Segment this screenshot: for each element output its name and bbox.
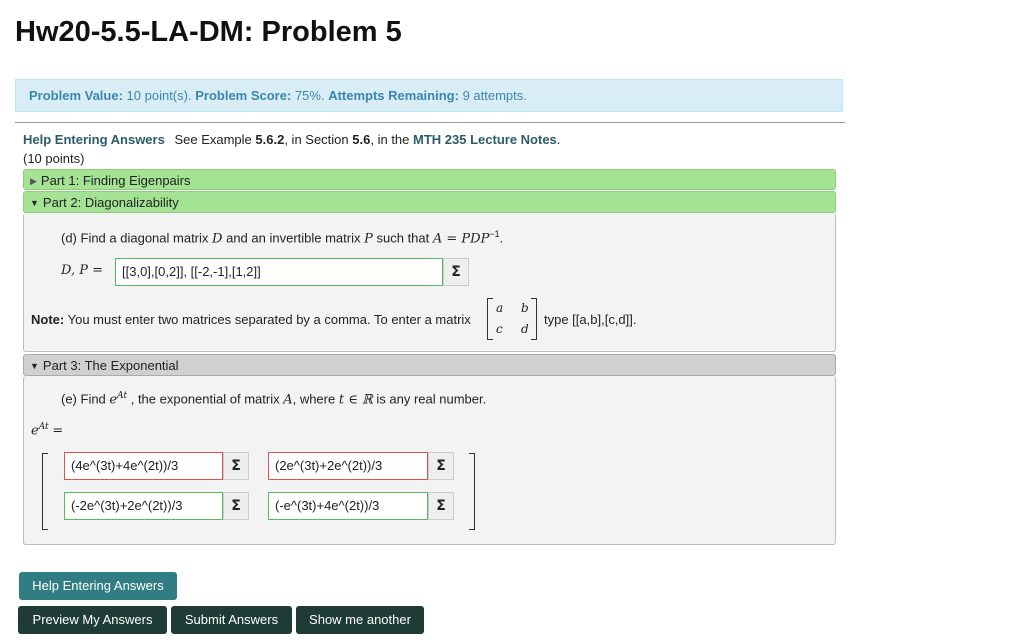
exp-cell-11-input[interactable]: (4e^(3t)+4e^(2t))/3 [64, 452, 223, 480]
help-entering-answers-button[interactable]: Help Entering Answers [19, 572, 177, 600]
dp-answer-input[interactable]: [[3,0],[0,2]], [[-2,-1],[1,2]] [115, 258, 443, 286]
part-3-label: Part 3: The Exponential [42, 358, 179, 373]
divider [15, 122, 845, 123]
exp-cell-21-input[interactable]: (-2e^(3t)+2e^(2t))/3 [64, 492, 223, 520]
attempts-text: 9 attempts. [462, 88, 527, 103]
exp-lhs: $e^{At}$ = [31, 422, 64, 439]
exp-left-bracket [42, 453, 48, 530]
part-2-label: Part 2: Diagonalizability [42, 195, 179, 210]
show-another-button[interactable]: Show me another [296, 606, 424, 634]
help-section: 5.6 [352, 132, 371, 147]
value-text: 10 point(s). [126, 88, 192, 103]
help-mid2: , in the [370, 132, 410, 147]
sigma-icon[interactable]: Σ [428, 452, 454, 480]
sigma-icon[interactable]: Σ [443, 258, 469, 286]
matrix-d: d [521, 322, 529, 336]
help-example: 5.6.2 [255, 132, 285, 147]
help-entering-answers-link[interactable]: Help Entering Answers [23, 132, 165, 147]
help-see-text: See Example [174, 132, 252, 147]
attempts-label: Attempts Remaining: [328, 88, 459, 103]
lecture-notes-link[interactable]: MTH 235 Lecture Notes [413, 132, 557, 147]
matrix-right-bracket [531, 298, 537, 340]
submit-answers-button[interactable]: Submit Answers [171, 606, 292, 634]
matrix-left-bracket [487, 298, 493, 340]
caret-down-icon: ▼ [30, 361, 39, 371]
problem-info-bar [15, 79, 843, 112]
part-1-label: Part 1: Finding Eigenpairs [40, 173, 191, 188]
exp-cell-22-input[interactable]: (-e^(3t)+4e^(2t))/3 [268, 492, 428, 520]
caret-right-icon: ▶ [30, 176, 37, 186]
matrix-a: a [496, 301, 504, 315]
sigma-icon[interactable]: Σ [428, 492, 454, 520]
dp-label: D, P = [61, 263, 103, 278]
part-2-header[interactable] [23, 191, 836, 213]
preview-answers-button[interactable]: Preview My Answers [18, 606, 167, 634]
matrix-note-end: type [[a,b],[c,d]]. [544, 312, 637, 327]
score-text: 75%. [294, 88, 325, 103]
part-2-question: (d) Find a diagonal matrix D and an invertible matrix P such that $A = PDP^{-1}$. [61, 229, 504, 247]
exp-right-bracket [469, 453, 475, 530]
help-line [23, 132, 560, 147]
caret-down-icon: ▼ [30, 198, 39, 208]
matrix-c: c [496, 322, 503, 336]
sigma-icon[interactable]: Σ [223, 452, 249, 480]
exp-cell-12-input[interactable]: (2e^(3t)+2e^(2t))/3 [268, 452, 428, 480]
part-3-header[interactable] [23, 354, 836, 376]
help-mid1: , in Section [284, 132, 349, 147]
value-label: Problem Value: [29, 88, 123, 103]
part-3-question: (e) Find $e^{At}$ , the exponential of matrix A, where t ∈ ℝ is any real number. [61, 391, 487, 408]
matrix-b: b [521, 301, 529, 315]
score-label: Problem Score: [195, 88, 292, 103]
page-title: Hw20-5.5-LA-DM: Problem 5 [15, 16, 402, 48]
help-end: . [556, 132, 561, 147]
sigma-icon[interactable]: Σ [223, 492, 249, 520]
matrix-note: Note: You must enter two matrices separated by a comma. To enter a matrix [31, 312, 471, 327]
part-1-header[interactable] [23, 169, 836, 190]
points-text: (10 points) [23, 151, 85, 166]
